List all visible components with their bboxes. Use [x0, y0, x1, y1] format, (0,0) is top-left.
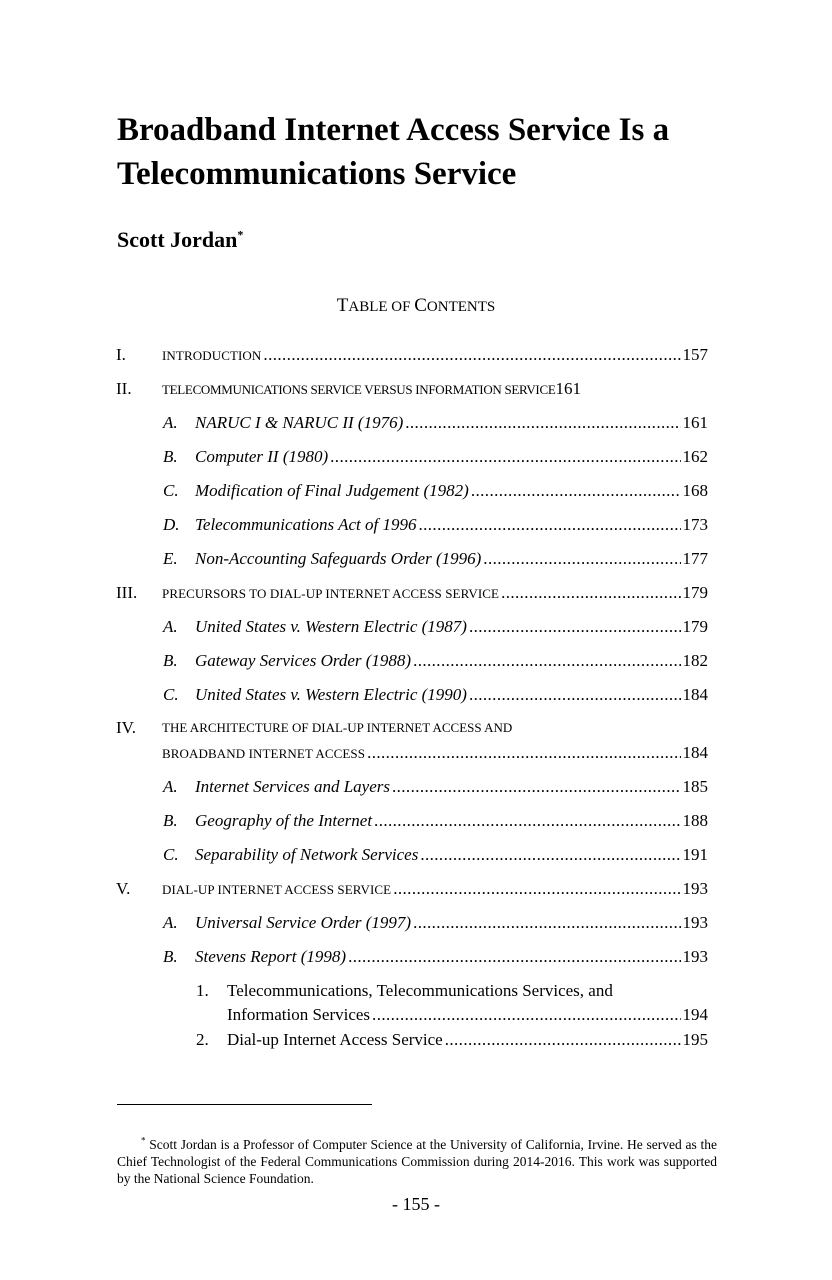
toc-leader-dots: [393, 877, 680, 901]
toc-entry[interactable]: [163, 945, 708, 969]
toc-entry-page: 193: [682, 879, 708, 898]
toc-leader-dots: [392, 775, 681, 799]
toc-entry-number: C.: [163, 845, 179, 864]
toc-entry[interactable]: [163, 547, 708, 571]
toc-entry-label-line1[interactable]: Telecommunications, Telecommunications Services, and: [227, 981, 613, 1000]
toc-entry[interactable]: [163, 683, 708, 707]
toc-entry[interactable]: [116, 877, 708, 901]
page-number: - 155 -: [392, 1194, 440, 1214]
toc-entry[interactable]: [116, 581, 708, 605]
toc-entry-label: Universal Service Order (1997): [195, 913, 412, 932]
toc-entry-page: 193: [682, 947, 708, 966]
toc-entry[interactable]: [163, 843, 708, 867]
toc-entry-page: 191: [682, 845, 708, 864]
toc-leader-dots: [469, 615, 681, 639]
toc-leader-dots: [372, 1003, 680, 1027]
toc-entry-label: Information Services: [227, 1005, 371, 1024]
toc-entry[interactable]: [163, 911, 708, 935]
toc-entry[interactable]: [116, 377, 708, 401]
toc-entry-page: 193: [682, 913, 708, 932]
toc-entry-page: 194: [682, 1005, 708, 1024]
toc-entry-label: Dial-up Internet Access Service: [227, 1030, 443, 1049]
toc-entry-page: 188: [682, 811, 708, 830]
toc-leader-dots: [469, 683, 681, 707]
toc-entry-number: I.: [116, 345, 126, 364]
toc-entry-number: B.: [163, 811, 178, 830]
toc-entry-number: II.: [116, 379, 132, 398]
toc-leader-dots: [413, 649, 680, 673]
toc-leader-dots: [263, 343, 680, 367]
toc-entry-number: V.: [116, 879, 131, 898]
toc-entry-number: A.: [163, 413, 178, 432]
toc-leader-dots: [413, 911, 680, 935]
toc-entry-label: Internet Services and Layers: [195, 777, 390, 796]
toc-entry-label: Separability of Network Services: [195, 845, 419, 864]
footnote-text: Scott Jordan is a Professor of Computer Science at the University of California, Irvine. He served as the Chief Technologist of the Federal Communications Commission during 2014-2016. This work was supported by the National Science Foundation.: [117, 1137, 717, 1186]
toc-entry-number: III.: [116, 583, 138, 602]
toc-entry-label: NARUC I & NARUC II (1976): [195, 413, 404, 432]
toc-entry-page: 179: [682, 583, 708, 602]
toc-leader-dots: [374, 809, 680, 833]
toc-entry-page: 161: [555, 379, 581, 398]
footnote-marker: *: [141, 1135, 146, 1146]
toc-entry-label: PRECURSORS TO DIAL-UP INTERNET ACCESS SERVICE: [162, 586, 500, 601]
toc-entry-label: Stevens Report (1998): [195, 947, 347, 966]
toc-entry-label: Modification of Final Judgement (1982): [195, 481, 469, 500]
toc-leader-dots: [348, 945, 680, 969]
toc-entry[interactable]: [163, 513, 708, 537]
toc-leader-dots: [445, 1028, 681, 1052]
toc-entry-page: 185: [682, 777, 708, 796]
toc-entry-page: 195: [682, 1030, 708, 1049]
toc-entry-number: D.: [163, 515, 180, 534]
toc-leader-dots: [367, 741, 680, 765]
toc-entry-page: 177: [682, 549, 708, 568]
toc-entry-page: 184: [682, 743, 708, 762]
toc-entry[interactable]: [227, 1003, 708, 1027]
toc-entry-label: BROADBAND INTERNET ACCESS: [162, 746, 366, 761]
footnote-separator: [117, 1104, 372, 1105]
toc-entry-label: Computer II (1980): [195, 447, 329, 466]
toc-entry-number: B.: [163, 447, 178, 466]
toc-entry-page: 182: [682, 651, 708, 670]
toc-entry[interactable]: [116, 343, 708, 367]
toc-entry-label: United States v. Western Electric (1987): [195, 617, 467, 636]
toc-leader-dots: [405, 411, 680, 435]
toc-entry-label: United States v. Western Electric (1990): [195, 685, 467, 704]
toc-leader-dots: [501, 581, 680, 605]
toc-entry-page: 157: [682, 345, 708, 364]
toc-entry[interactable]: [163, 445, 708, 469]
title-line-1: Broadband Internet Access Service Is a: [117, 112, 670, 148]
toc-entry-number: IV.: [116, 718, 136, 737]
toc-entry[interactable]: [163, 479, 708, 503]
toc-leader-dots: [483, 547, 680, 571]
toc-entry-label-line1[interactable]: THE ARCHITECTURE OF DIAL-UP INTERNET ACCESS AND: [162, 720, 513, 735]
toc-entry[interactable]: [163, 809, 708, 833]
toc-entry-number: A.: [163, 777, 178, 796]
toc-entry-label: Gateway Services Order (1988): [195, 651, 412, 670]
toc-leader-dots: [418, 513, 680, 537]
toc-entry-label: Non-Accounting Safeguards Order (1996): [195, 549, 482, 568]
toc-entry-number: B.: [163, 651, 178, 670]
toc-entry-page: 173: [682, 515, 708, 534]
footnote: [117, 1136, 717, 1187]
toc-entry-label: Telecommunications Act of 1996: [195, 515, 417, 534]
toc-entry-page: 168: [682, 481, 708, 500]
toc-entry-label: DIAL-UP INTERNET ACCESS SERVICE: [162, 882, 392, 897]
toc-leader-dots: [330, 445, 680, 469]
toc-entry-label: TELECOMMUNICATIONS SERVICE VERSUS INFORMATION SERVICE: [162, 382, 556, 397]
author-footnote-marker[interactable]: *: [237, 227, 244, 242]
toc-leader-dots: [471, 479, 681, 503]
author-name: Scott Jordan: [117, 227, 238, 252]
toc-entry-number: B.: [163, 947, 178, 966]
title-line-2: Telecommunications Service: [117, 156, 517, 192]
toc-entry[interactable]: [196, 1028, 708, 1052]
toc-entry-number: A.: [163, 913, 178, 932]
toc-entry[interactable]: [163, 649, 708, 673]
toc-entry-number: C.: [163, 481, 179, 500]
toc-entry-number: 1.: [196, 981, 209, 1000]
toc-entry[interactable]: [163, 615, 708, 639]
toc-entry-number: C.: [163, 685, 179, 704]
toc-heading: TABLE OF CONTENTS: [336, 295, 496, 316]
toc-entry-page: 179: [682, 617, 708, 636]
toc-entry-label: INTRODUCTION: [162, 348, 262, 363]
toc-entry-page: 161: [682, 413, 708, 432]
toc-entry[interactable]: [163, 775, 708, 799]
toc-entry-number: 2.: [196, 1030, 209, 1049]
toc-entry-label: Geography of the Internet: [195, 811, 373, 830]
toc-entry[interactable]: [163, 411, 708, 435]
toc-entry-number: E.: [163, 549, 178, 568]
toc-entry-page: 184: [682, 685, 708, 704]
toc-entry[interactable]: [162, 741, 708, 765]
toc-entry-number: A.: [163, 617, 178, 636]
toc-leader-dots: [420, 843, 680, 867]
toc-entry-page: 162: [682, 447, 708, 466]
